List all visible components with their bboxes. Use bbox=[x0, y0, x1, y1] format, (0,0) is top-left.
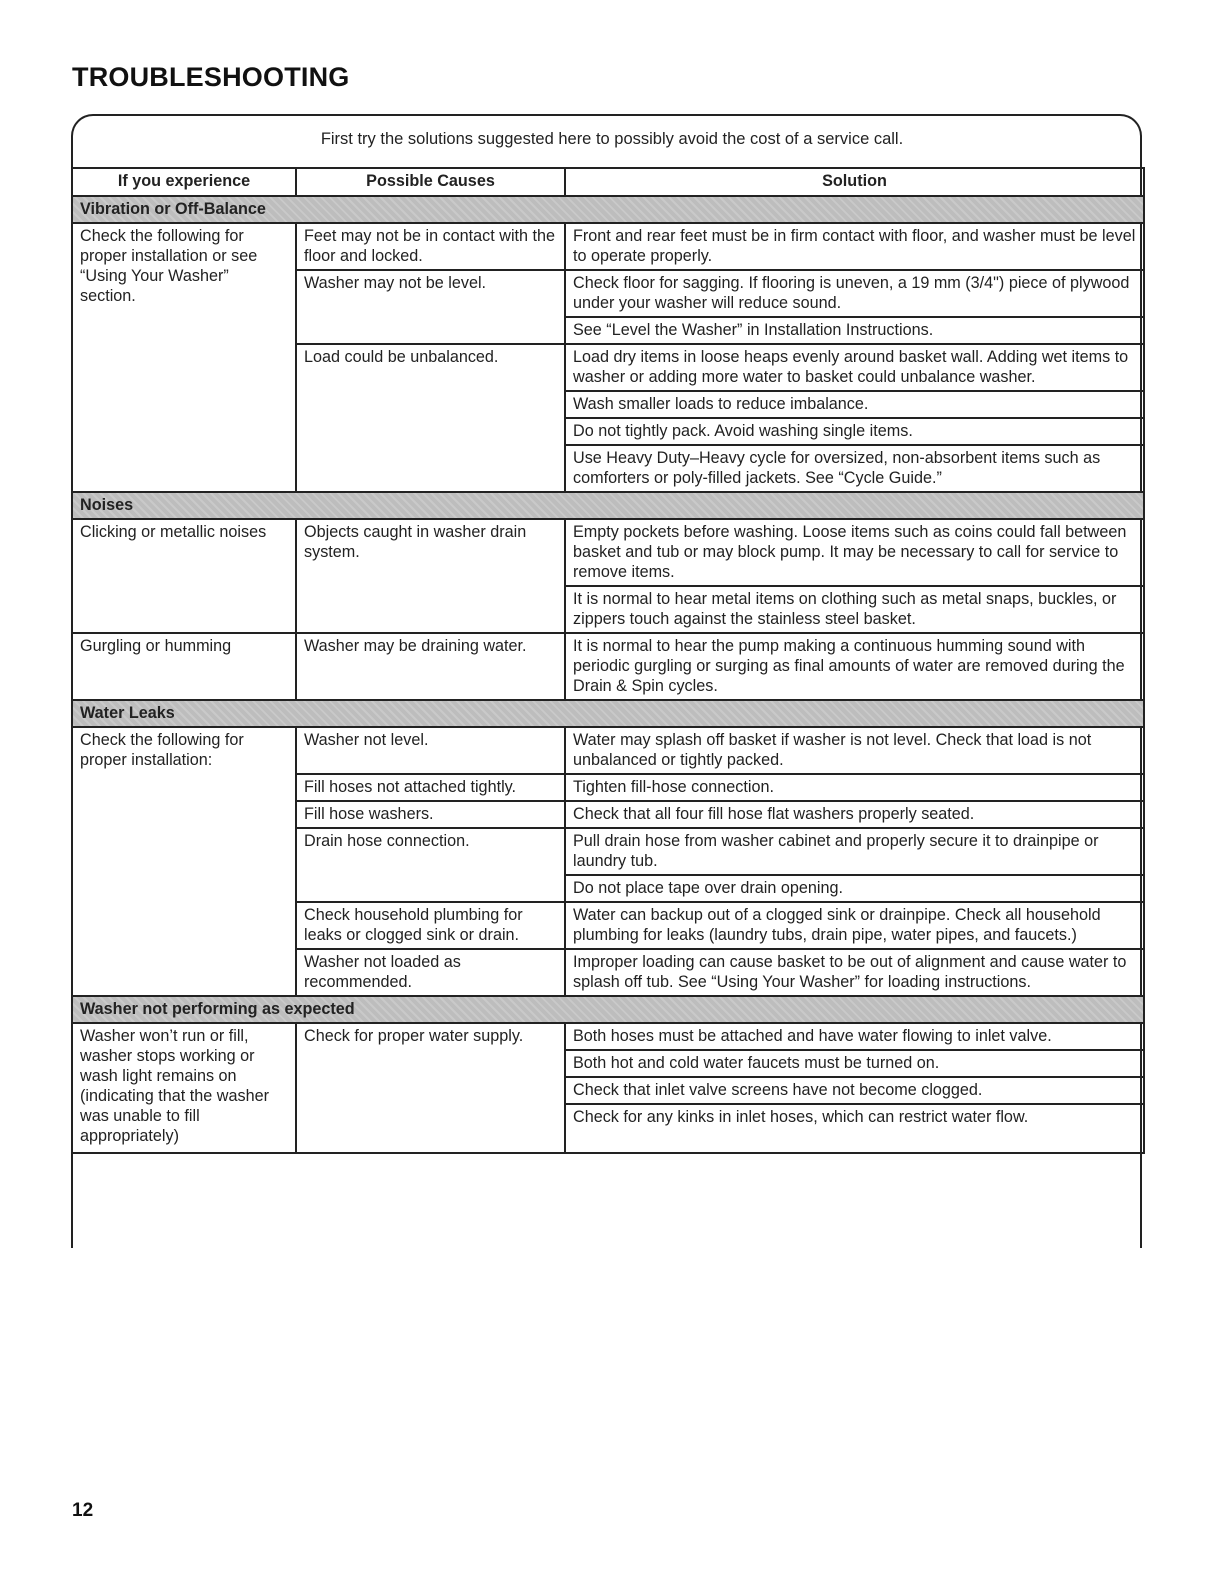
solution-cell: See “Level the Washer” in Installation Instructions. bbox=[565, 317, 1144, 344]
experience-cell: Gurgling or humming bbox=[72, 633, 296, 700]
header-row bbox=[72, 168, 1144, 196]
table-row bbox=[72, 223, 1144, 270]
page-title: TROUBLESHOOTING bbox=[72, 62, 350, 92]
cause-cell: Washer may be draining water. bbox=[296, 633, 565, 700]
solution-cell: Tighten fill-hose connection. bbox=[565, 774, 1144, 801]
header-solution: Solution bbox=[565, 168, 1144, 196]
intro-text: First try the solutions suggested here to possibly avoid the cost of a service call. bbox=[320, 130, 904, 148]
solution-cell: Both hoses must be attached and have water flowing to inlet valve. bbox=[565, 1023, 1144, 1050]
header-experience: If you experience bbox=[72, 168, 296, 196]
solution-cell: Do not place tape over drain opening. bbox=[565, 875, 1144, 902]
section-title: Washer not performing as expected bbox=[72, 996, 1144, 1023]
solution-cell: Water may splash off basket if washer is not level. Check that load is not unbalanced or tightly packed. bbox=[565, 727, 1144, 774]
table-row bbox=[72, 633, 1144, 700]
experience-cell: Clicking or metallic noises bbox=[72, 519, 296, 633]
page-number: 12 bbox=[72, 1500, 94, 1521]
section-row bbox=[72, 492, 1144, 519]
cause-cell: Washer not loaded as recommended. bbox=[296, 949, 565, 996]
solution-cell: Empty pockets before washing. Loose items such as coins could fall between basket and tub or may block pump. It may be necessary to call for service to remove items. bbox=[565, 519, 1144, 586]
cause-cell: Check for proper water supply. bbox=[296, 1023, 565, 1153]
experience-cell: Check the following for proper installation or see “Using Your Washer” section. bbox=[72, 223, 296, 492]
cause-cell: Load could be unbalanced. bbox=[296, 344, 565, 492]
cause-cell: Objects caught in washer drain system. bbox=[296, 519, 565, 633]
cause-cell: Drain hose connection. bbox=[296, 828, 565, 902]
section-title: Water Leaks bbox=[72, 700, 1144, 727]
cause-cell: Check household plumbing for leaks or clogged sink or drain. bbox=[296, 902, 565, 949]
cause-cell: Washer may not be level. bbox=[296, 270, 565, 344]
solution-cell: Check that all four fill hose flat washers properly seated. bbox=[565, 801, 1144, 828]
table-row bbox=[72, 519, 1144, 586]
solution-cell: It is normal to hear the pump making a continuous humming sound with periodic gurgling or surging as final amounts of water are removed during the Drain & Spin cycles. bbox=[565, 633, 1144, 700]
cause-cell: Fill hoses not attached tightly. bbox=[296, 774, 565, 801]
cause-cell: Fill hose washers. bbox=[296, 801, 565, 828]
solution-cell: Wash smaller loads to reduce imbalance. bbox=[565, 391, 1144, 418]
solution-cell: Load dry items in loose heaps evenly around basket wall. Adding wet items to washer or adding more water to basket could unbalance washer. bbox=[565, 344, 1144, 391]
solution-cell: Do not tightly pack. Avoid washing single items. bbox=[565, 418, 1144, 445]
solution-cell: Both hot and cold water faucets must be turned on. bbox=[565, 1050, 1144, 1077]
solution-cell: Use Heavy Duty–Heavy cycle for oversized, non-absorbent items such as comforters or poly-filled jackets. See “Cycle Guide.” bbox=[565, 445, 1144, 492]
table-row bbox=[72, 1023, 1144, 1050]
experience-cell: Washer won’t run or fill, washer stops working or wash light remains on (indicating that the washer was unable to fill appropriately) bbox=[72, 1023, 296, 1153]
section-title: Noises bbox=[72, 492, 1144, 519]
section-row bbox=[72, 196, 1144, 223]
solution-cell: It is normal to hear metal items on clothing such as metal snaps, buckles, or zippers touch against the stainless steel basket. bbox=[565, 586, 1144, 633]
cause-cell: Washer not level. bbox=[296, 727, 565, 774]
section-row bbox=[72, 996, 1144, 1023]
header-causes: Possible Causes bbox=[296, 168, 565, 196]
solution-cell: Improper loading can cause basket to be out of alignment and cause water to splash off tub. See “Using Your Washer” for loading instructions. bbox=[565, 949, 1144, 996]
solution-cell: Pull drain hose from washer cabinet and properly secure it to drainpipe or laundry tub. bbox=[565, 828, 1144, 875]
section-row bbox=[72, 700, 1144, 727]
cause-cell: Feet may not be in contact with the floor and locked. bbox=[296, 223, 565, 270]
experience-cell: Check the following for proper installation: bbox=[72, 727, 296, 996]
troubleshooting-table bbox=[71, 167, 1145, 1154]
solution-cell: Check for any kinks in inlet hoses, which can restrict water flow. bbox=[565, 1104, 1144, 1153]
solution-cell: Water can backup out of a clogged sink or drainpipe. Check all household plumbing for leaks (laundry tubs, drain pipe, water pipes, and faucets.) bbox=[565, 902, 1144, 949]
table-row bbox=[72, 727, 1144, 774]
solution-cell: Front and rear feet must be in firm contact with floor, and washer must be level to operate properly. bbox=[565, 223, 1144, 270]
section-title: Vibration or Off-Balance bbox=[72, 196, 1144, 223]
solution-cell: Check floor for sagging. If flooring is uneven, a 19 mm (3/4") piece of plywood under your washer will reduce sound. bbox=[565, 270, 1144, 317]
solution-cell: Check that inlet valve screens have not become clogged. bbox=[565, 1077, 1144, 1104]
